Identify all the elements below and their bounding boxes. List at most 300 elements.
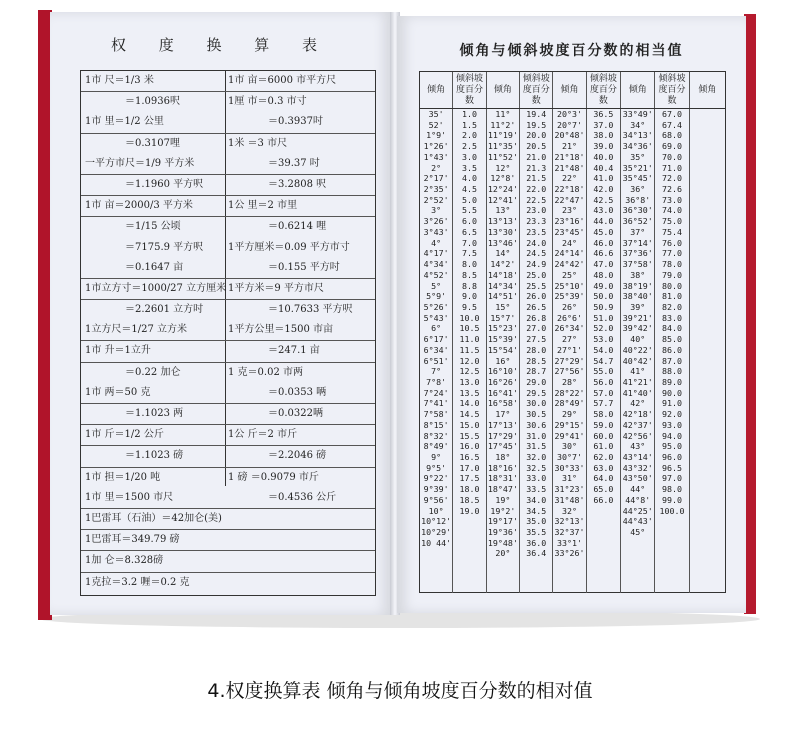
table-cell: 26°6'	[557, 312, 583, 323]
table-cell: 36°52'	[622, 216, 653, 227]
table-cell: 64.0	[593, 473, 614, 484]
table-cell: 12.0	[459, 355, 480, 366]
table-cell: 32.5	[526, 462, 547, 473]
table-cell: 67.0	[662, 109, 683, 119]
left-cell: ＝0.1647 亩	[125, 261, 184, 273]
table-cell: 24°14'	[554, 248, 585, 259]
table-cell: 96.0	[662, 452, 683, 462]
slope-table-body	[420, 109, 725, 593]
table-cell: 40°42'	[622, 355, 653, 366]
table-row	[81, 112, 375, 133]
table-cell: 32°	[562, 505, 578, 516]
table-cell: 1°26'	[423, 141, 449, 152]
table-cell: 44°43'	[622, 516, 653, 527]
table-cell: 4°	[431, 237, 442, 248]
table-cell: 28°22'	[554, 387, 585, 398]
table-cell: 24.0	[526, 237, 547, 248]
table-cell: 42°18'	[622, 409, 653, 420]
table-cell: 15°54'	[487, 344, 518, 355]
table-cell: 33.0	[526, 473, 547, 484]
column-header: 倾斜坡度百分数	[453, 72, 486, 108]
table-cell: 21°	[562, 141, 578, 152]
table-cell: 29.0	[526, 376, 547, 387]
table-cell: 38°19'	[622, 280, 653, 291]
table-cell: 21.3	[526, 162, 547, 173]
table-cell: 26.0	[526, 291, 547, 302]
table-cell: 6.5	[462, 226, 478, 237]
table-cell: 77.0	[662, 248, 683, 259]
table-cell: 42°56'	[622, 430, 653, 441]
table-cell: 88.0	[662, 366, 683, 377]
table-cell: 46.0	[593, 237, 614, 248]
right-cell: ＝0.6214 哩	[268, 221, 327, 233]
table-cell: 19°	[495, 494, 511, 505]
table-cell: 69.0	[662, 141, 683, 152]
right-cell: 1米 ＝3 市尺	[228, 137, 288, 149]
table-cell: 30.6	[526, 419, 547, 430]
table-cell: 89.0	[662, 376, 683, 387]
table-cell: 36°30'	[622, 205, 653, 216]
table-cell: 26.8	[526, 312, 547, 323]
table-cell: 23°45'	[554, 226, 585, 237]
table-row	[81, 300, 375, 320]
table-cell: 39.0	[593, 141, 614, 152]
table-cell: 29°	[562, 409, 578, 420]
table-cell: 37°58'	[622, 259, 653, 270]
table-cell: 6°51'	[423, 355, 449, 366]
right-page-title: 倾角与倾斜坡度百分数的相当值	[459, 43, 684, 59]
table-cell: 16°58'	[487, 398, 518, 409]
table-cell: 96.5	[662, 462, 683, 473]
column-header: 倾角	[420, 72, 453, 108]
left-cell: ＝1/15 公顷	[125, 221, 181, 233]
table-cell: 71.0	[662, 162, 683, 173]
table-cell: 50.9	[593, 301, 614, 312]
table-column	[520, 109, 553, 593]
table-cell: 19°17'	[487, 516, 518, 527]
right-cell: ＝10.7633 平方呎	[268, 304, 353, 316]
table-row	[81, 175, 375, 196]
table-cell: 99.0	[662, 494, 683, 505]
right-cell: 1市 亩＝6000 市平方尺	[228, 75, 337, 86]
table-cell: 12°	[495, 162, 511, 173]
table-cell: 47.0	[593, 259, 614, 270]
table-cell: 44.0	[593, 216, 614, 227]
table-row	[81, 468, 375, 488]
table-cell: 29°15'	[554, 419, 585, 430]
table-cell: 31.0	[526, 430, 547, 441]
table-cell: 66.0	[593, 494, 614, 505]
caption: 4.权度换算表 倾角与倾角坡度百分数的相对值	[207, 680, 593, 702]
table-cell: 10 44'	[421, 537, 452, 548]
table-cell: 36.0	[526, 537, 547, 548]
left-cell: ＝2.2601 立方吋	[125, 304, 204, 316]
table-cell: 7°	[431, 366, 442, 377]
table-cell: 73.0	[662, 194, 683, 205]
table-cell: 12.5	[459, 366, 480, 377]
table-cell: 39°	[630, 301, 646, 312]
left-cell: 1市 升＝1立升	[85, 345, 151, 357]
table-cell: 15°23'	[487, 323, 518, 334]
table-cell: 7.0	[462, 237, 478, 248]
left-cell: 1市 里＝1/2 公里	[85, 116, 164, 128]
right-cell: ＝39.37 吋	[268, 157, 320, 169]
right-cell: 1平方公里＝1500 市亩	[228, 324, 333, 336]
table-cell: 41°21'	[622, 376, 653, 387]
table-cell: 35°21'	[622, 162, 653, 173]
table-cell: 2°52'	[423, 194, 449, 205]
table-cell: 15°7'	[490, 312, 516, 323]
table-cell: 13.5	[459, 387, 480, 398]
table-cell: 20°	[495, 548, 511, 559]
table-cell: 7°24'	[423, 387, 449, 398]
table-cell: 30.5	[526, 409, 547, 420]
table-cell: 34.0	[526, 494, 547, 505]
table-cell: 37°14'	[622, 237, 653, 248]
column-header: 倾角	[487, 72, 520, 108]
table-cell: 23.5	[526, 226, 547, 237]
table-cell: 15°	[495, 301, 511, 312]
table-cell: 92.0	[662, 409, 683, 420]
table-cell: 35°	[630, 151, 646, 162]
table-cell: 22°18'	[554, 184, 585, 195]
table-cell: 28.0	[526, 344, 547, 355]
table-cell: 22°	[562, 173, 578, 184]
table-cell: 31°48'	[554, 494, 585, 505]
right-cell: ＝2.2046 磅	[268, 450, 327, 462]
right-cell: 1公 斤＝2 市斤	[228, 429, 298, 441]
table-cell: 75.4	[662, 226, 683, 237]
table-cell: 74.0	[662, 205, 683, 216]
table-cell: 35°45'	[622, 173, 653, 184]
table-cell: 38°40'	[622, 291, 653, 302]
right-cell: ＝0.155 平方吋	[268, 261, 340, 273]
table-cell: 6.0	[462, 216, 478, 227]
table-cell: 43°	[630, 441, 646, 452]
table-cell: 62.0	[593, 452, 614, 462]
table-cell: 34°13'	[622, 130, 653, 141]
table-cell: 34°	[630, 119, 646, 130]
table-cell: 16°26'	[487, 376, 518, 387]
table-cell: 10°29'	[421, 527, 452, 538]
left-cell: ＝1.0936呎	[125, 96, 180, 108]
table-cell: 20.0	[526, 130, 547, 141]
table-cell: 52'	[428, 119, 444, 130]
table-column	[553, 109, 586, 593]
table-cell: 13°13'	[487, 216, 518, 227]
table-cell: 20.5	[526, 141, 547, 152]
table-cell: 51.0	[593, 312, 614, 323]
table-cell: 86.0	[662, 344, 683, 355]
table-row	[81, 258, 375, 279]
table-cell: 2.5	[462, 141, 478, 152]
table-cell: 28.7	[526, 366, 547, 377]
table-cell: 21°18'	[554, 151, 585, 162]
table-cell: 35'	[428, 109, 444, 119]
table-cell: 1.0	[462, 109, 478, 119]
table-cell: 24°	[562, 237, 578, 248]
table-row	[81, 134, 375, 154]
table-cell: 93.0	[662, 419, 683, 430]
table-cell: 18°	[495, 452, 511, 462]
table-cell: 68.0	[662, 130, 683, 141]
table-cell: 38°	[630, 269, 646, 280]
table-cell: 35.5	[526, 527, 547, 538]
table-cell: 82.0	[662, 301, 683, 312]
table-cell: 5°26'	[423, 301, 449, 312]
table-cell: 25°39'	[554, 291, 585, 302]
table-cell: 57.7	[593, 398, 614, 409]
table-cell: 33°49'	[622, 109, 653, 119]
table-column	[487, 109, 520, 593]
table-cell: 6°34'	[423, 344, 449, 355]
table-cell: 7°8'	[426, 376, 447, 387]
table-column	[587, 109, 621, 593]
table-cell: 11°35'	[487, 141, 518, 152]
table-row	[81, 383, 375, 404]
table-row	[81, 509, 375, 530]
left-cell: 1市 两＝50 克	[85, 386, 151, 398]
table-cell: 36°	[630, 184, 646, 195]
right-cell: 1平方厘米＝0.09 平方市寸	[228, 241, 350, 253]
table-cell: 37.0	[593, 119, 614, 130]
table-cell: 17°29'	[487, 430, 518, 441]
table-cell: 40°22'	[622, 344, 653, 355]
table-cell: 50.0	[593, 291, 614, 302]
table-cell: 10°	[428, 505, 444, 516]
table-cell: 29°41'	[554, 430, 585, 441]
table-cell: 85.0	[662, 334, 683, 345]
table-cell: 40.4	[593, 162, 614, 173]
table-cell: 5°43'	[423, 312, 449, 323]
table-cell: 87.0	[662, 355, 683, 366]
table-cell: 70.0	[662, 151, 683, 162]
table-cell: 41°	[630, 366, 646, 377]
table-cell: 32°37'	[554, 527, 585, 538]
table-cell: 7.5	[462, 248, 478, 259]
table-cell: 13°30'	[487, 226, 518, 237]
table-cell: 59.0	[593, 419, 614, 430]
table-cell: 19°2'	[490, 505, 516, 516]
table-cell: 25°10'	[554, 280, 585, 291]
table-cell: 27.0	[526, 323, 547, 334]
table-column	[621, 109, 655, 593]
table-cell: 9°5'	[426, 462, 447, 473]
right-cell: 1 克＝0.02 市两	[228, 366, 303, 378]
table-cell: 16°41'	[487, 387, 518, 398]
table-cell: 8°32'	[423, 430, 449, 441]
table-cell: 21.5	[526, 173, 547, 184]
table-cell: 25.5	[526, 280, 547, 291]
table-cell: 31°	[562, 473, 578, 484]
table-cell: 13°	[495, 205, 511, 216]
table-cell: 2°	[431, 162, 442, 173]
left-cell: ＝1.1960 平方呎	[125, 178, 204, 190]
table-cell: 11°	[495, 109, 511, 119]
table-cell: 15°39'	[487, 334, 518, 345]
table-cell: 94.0	[662, 430, 683, 441]
table-cell: 29.5	[526, 387, 547, 398]
table-cell: 24.9	[526, 259, 547, 270]
table-cell: 23°16'	[554, 216, 585, 227]
table-cell: 7°58'	[423, 409, 449, 420]
table-cell: 42.5	[593, 194, 614, 205]
table-cell: 9°56'	[423, 494, 449, 505]
table-cell: 27°1'	[557, 344, 583, 355]
table-cell: 84.0	[662, 323, 683, 334]
table-cell: 8°49'	[423, 441, 449, 452]
table-cell: 21.0	[526, 151, 547, 162]
left-cell: ＝0.3107哩	[125, 137, 180, 149]
table-row	[81, 71, 375, 92]
column-header: 倾角	[621, 72, 655, 108]
table-cell: 81.0	[662, 291, 683, 302]
table-cell: 11°2'	[490, 119, 516, 130]
table-cell: 7°41'	[423, 398, 449, 409]
table-cell: 18.5	[459, 494, 480, 505]
table-cell: 6°17'	[423, 334, 449, 345]
table-cell: 33°1'	[557, 537, 583, 548]
table-cell: 65.0	[593, 484, 614, 495]
table-row	[81, 425, 375, 446]
table-cell: 14°34'	[487, 280, 518, 291]
table-cell: 48.0	[593, 269, 614, 280]
table-row	[81, 238, 375, 258]
table-cell: 97.0	[662, 473, 683, 484]
left-cell: 1市 担＝1/20 吨	[85, 471, 161, 483]
table-cell: 26°34'	[554, 323, 585, 334]
right-cell: ＝0.0322唡	[268, 408, 323, 419]
table-cell: 95.0	[662, 441, 683, 452]
slope-table	[419, 71, 726, 593]
table-cell: 5.5	[462, 205, 478, 216]
table-row	[81, 488, 375, 509]
column-header: 倾角	[553, 72, 586, 108]
table-cell: 5°	[431, 280, 442, 291]
table-cell: 9°39'	[423, 484, 449, 495]
table-cell: 15.0	[459, 419, 480, 430]
table-cell: 14°	[495, 248, 511, 259]
table-cell: 46.6	[593, 248, 614, 259]
table-cell: 41.0	[593, 173, 614, 184]
right-cell: ＝0.3937吋	[268, 116, 323, 128]
table-cell: 30°33'	[554, 462, 585, 473]
table-cell: 14.5	[459, 409, 480, 420]
table-cell: 80.0	[662, 280, 683, 291]
table-cell: 4.0	[462, 173, 478, 184]
table-cell: 17°45'	[487, 441, 518, 452]
column-header: 倾斜坡度百分数	[587, 72, 621, 108]
table-row	[81, 217, 375, 237]
table-cell: 8.5	[462, 269, 478, 280]
table-cell: 13°46'	[487, 237, 518, 248]
table-column	[420, 109, 453, 593]
column-header: 倾斜坡度百分数	[520, 72, 553, 108]
table-row	[81, 154, 375, 175]
table-cell: 72.6	[662, 184, 683, 195]
table-cell: 78.0	[662, 259, 683, 270]
table-row	[81, 363, 375, 383]
right-cell: 1平方米＝9 平方市尺	[228, 282, 324, 294]
table-cell: 9°22'	[423, 473, 449, 484]
table-cell: 67.4	[662, 119, 683, 130]
table-cell: 58.0	[593, 409, 614, 420]
right-cell: ＝247.1 亩	[268, 345, 320, 357]
table-cell: 28.5	[526, 355, 547, 366]
table-cell: 79.0	[662, 269, 683, 280]
table-cell: 6°	[431, 323, 442, 334]
table-cell	[453, 527, 485, 538]
table-cell: 16°10'	[487, 366, 518, 377]
table-row	[81, 341, 375, 362]
left-cell: ＝1.1023 磅	[125, 450, 184, 462]
table-cell: 33°26'	[554, 548, 585, 559]
table-cell: 32.0	[526, 452, 547, 462]
table-cell: 44°8'	[625, 494, 651, 505]
table-cell: 45.0	[593, 226, 614, 237]
table-cell: 11°52'	[487, 151, 518, 162]
table-cell: 3.5	[462, 162, 478, 173]
table-cell: 37°36'	[622, 248, 653, 259]
table-cell: 40.0	[593, 151, 614, 162]
table-cell: 12°41'	[487, 194, 518, 205]
conversion-table	[80, 70, 376, 596]
table-cell: 4°34'	[423, 259, 449, 270]
table-cell: 27.5	[526, 334, 547, 345]
table-cell	[453, 538, 485, 549]
table-cell: 9.5	[462, 301, 478, 312]
left-cell: 1巴雷耳（石油）＝42加仑(美)	[85, 512, 222, 524]
table-cell: 3°26'	[423, 216, 449, 227]
table-cell: 19°36'	[487, 527, 518, 538]
table-cell: 42°	[630, 398, 646, 409]
table-cell: 34°36'	[622, 141, 653, 152]
table-column	[655, 109, 689, 593]
table-cell: 18°16'	[487, 462, 518, 473]
table-cell: 35.0	[526, 516, 547, 527]
table-cell: 20°7'	[557, 119, 583, 130]
table-cell: 42.0	[593, 184, 614, 195]
table-cell: 10°12'	[421, 516, 452, 527]
table-cell: 45°	[630, 527, 646, 538]
table-cell: 12°24'	[487, 184, 518, 195]
table-cell: 34.5	[526, 505, 547, 516]
table-cell: 8.0	[462, 259, 478, 270]
left-cell: 1市 尺＝1/3 米	[85, 75, 154, 86]
table-cell: 33.5	[526, 484, 547, 495]
table-cell: 17.0	[459, 462, 480, 473]
table-cell: 27°	[562, 334, 578, 345]
table-cell: 21°48'	[554, 162, 585, 173]
table-cell: 26.5	[526, 301, 547, 312]
right-cell: 1 磅 ＝0.9079 市斤	[228, 471, 319, 483]
table-cell: 19.0	[459, 505, 480, 516]
table-cell: 10.0	[459, 312, 480, 323]
table-cell: 54.7	[593, 355, 614, 366]
table-cell: 14°2'	[490, 259, 516, 270]
table-cell: 11.0	[459, 334, 480, 345]
table-cell: 28°	[562, 376, 578, 387]
table-cell: 36.4	[526, 548, 547, 559]
table-cell: 36°8'	[625, 194, 651, 205]
table-cell: 18°47'	[487, 484, 518, 495]
table-cell: 28°49'	[554, 398, 585, 409]
table-cell: 23°	[562, 205, 578, 216]
table-cell: 9.0	[462, 291, 478, 302]
table-cell: 3°43'	[423, 226, 449, 237]
table-cell: 76.0	[662, 237, 683, 248]
table-cell: 2°35'	[423, 184, 449, 195]
